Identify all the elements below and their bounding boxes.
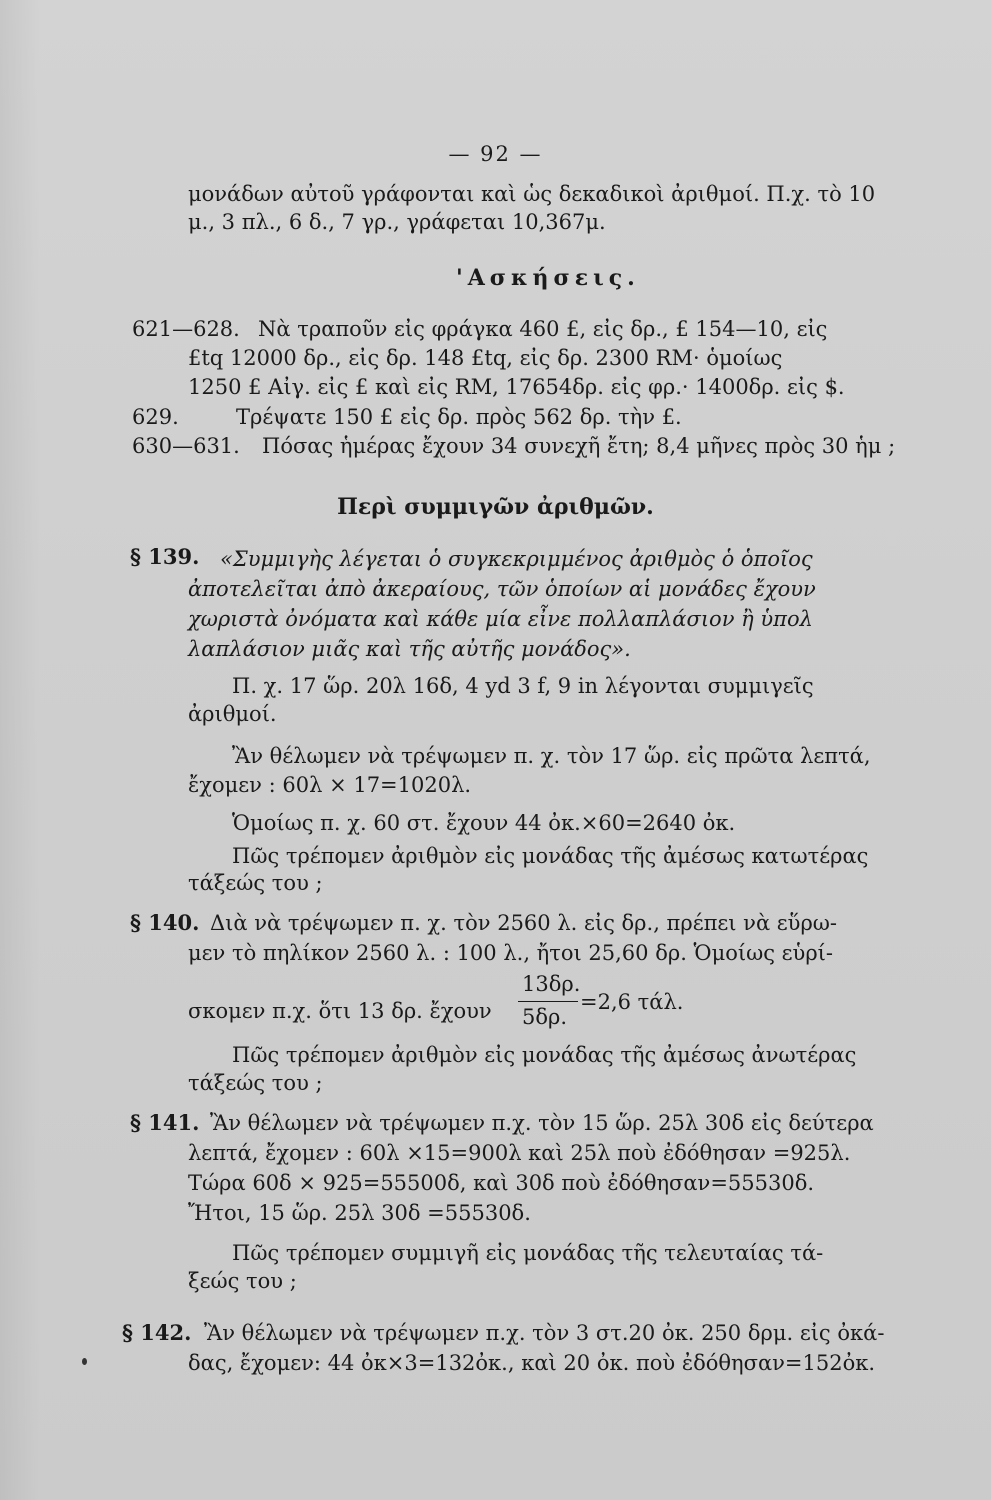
- conversion-line: Ἂν θέλωμεν νὰ τρέψωμεν π. χ. τὸν 17 ὥρ. εἰς πρῶτα λεπτά,: [232, 744, 871, 768]
- paragraph-142: [122, 1320, 191, 1346]
- example-line: ἀριθμοί.: [188, 702, 277, 726]
- similar-example-line: Ὁμοίως π. χ. 60 στ. ἔχουν 44 ὀκ.×60=2640 ὀκ.: [232, 811, 736, 835]
- fraction-numerator: 13δρ.: [522, 972, 581, 996]
- definition-line: «Συμμιγὴς λέγεται ὁ συγκεκριμμένος ἀριθμὸς ὁ ὁποῖος: [220, 547, 813, 571]
- fraction-result: =2,6 τάλ.: [580, 990, 684, 1014]
- exercise-number: 629.: [132, 405, 179, 429]
- paragraph-line: μεν τὸ πηλίκον 2560 λ. : 100 λ., ἤτοι 25,60 δρ. Ὁμοίως εὑρί-: [188, 941, 834, 965]
- section-number: § 140.: [130, 910, 200, 935]
- exercise-line: 1250 £ Αἰγ. εἰς £ καὶ εἰς RM, 17654δρ. εἰς φρ.· 1400δρ. εἰς $.: [188, 375, 845, 399]
- section-title: Περὶ συμμιγῶν ἀριθμῶν.: [337, 494, 654, 520]
- section-number: § 141.: [130, 1110, 200, 1135]
- conversion-line: ἔχομεν : 60λ × 17=1020λ.: [188, 773, 472, 797]
- paragraph-line: σκομεν π.χ. ὅτι 13 δρ. ἔχουν: [188, 999, 492, 1023]
- margin-mark: [82, 1358, 87, 1365]
- paragraph-140: [130, 910, 199, 936]
- intro-line-2: μ., 3 πλ., 6 δ., 7 γρ., γράφεται 10,367μ.: [188, 210, 606, 234]
- question-line: τάξεώς του ;: [188, 871, 323, 895]
- paragraph-line: Τώρα 60δ × 925=55500δ, καὶ 30δ ποὺ ἐδόθησαν=55530δ.: [188, 1171, 815, 1195]
- question-line: Πῶς τρέπομεν συμμιγῆ εἰς μονάδας τῆς τελευταίας τά-: [232, 1241, 824, 1265]
- definition-line: λαπλάσιον μιᾶς καὶ τῆς αὐτῆς μονάδος».: [188, 637, 631, 661]
- exercise-line: £tq 12000 δρ., εἰς δρ. 148 £tq, εἰς δρ. 2300 RM· ὁμοίως: [188, 346, 783, 370]
- page-edge-shadow: [0, 0, 40, 1500]
- paragraph-line: Ἤτοι, 15 ὥρ. 25λ 30δ =55530δ.: [188, 1201, 531, 1225]
- question-line: ξεώς του ;: [188, 1269, 297, 1293]
- paragraph-line: Ἂν θέλωμεν νὰ τρέψωμεν π.χ. τὸν 3 στ.20 ὀκ. 250 δρμ. εἰς ὀκά-: [204, 1321, 885, 1345]
- fraction-denominator: 5δρ.: [522, 1005, 568, 1029]
- exercise-number: 630—631.: [132, 434, 240, 458]
- fraction-bar: [518, 1001, 578, 1002]
- section-number: § 142.: [122, 1320, 192, 1345]
- section-number: § 139.: [130, 544, 200, 569]
- paragraph-141: [130, 1110, 199, 1136]
- exercise-line: Νὰ τραποῦν εἰς φράγκα 460 £, εἰς δρ., £ 154—10, εἰς: [258, 317, 828, 341]
- question-line: Πῶς τρέπομεν ἀριθμὸν εἰς μονάδας τῆς ἀμέσως κατωτέρας: [232, 844, 869, 868]
- exercise-line: Τρέψατε 150 £ εἰς δρ. πρὸς 562 δρ. τὴν £.: [236, 405, 682, 429]
- definition-line: χωριστὰ ὀνόματα καὶ κάθε μία εἶνε πολλαπλάσιον ἢ ὑπολ: [188, 607, 813, 631]
- paragraph-line: δας, ἔχομεν: 44 ὀκ×3=132ὀκ., καὶ 20 ὀκ. ποὺ ἐδόθησαν=152ὀκ.: [188, 1351, 876, 1375]
- question-line: Πῶς τρέπομεν ἀριθμὸν εἰς μονάδας τῆς ἀμέσως ἀνωτέρας: [232, 1043, 857, 1067]
- exercises-heading: 'Ασκήσεις.: [456, 265, 640, 291]
- definition-line: ἀποτελεῖται ἀπὸ ἀκεραίους, τῶν ὁποίων αἱ μονάδες ἔχουν: [188, 577, 816, 601]
- paragraph-line: Ἂν θέλωμεν νὰ τρέψωμεν π.χ. τὸν 15 ὥρ. 25λ 30δ εἰς δεύτερα: [210, 1111, 874, 1135]
- page-number: — 92 —: [448, 142, 543, 166]
- paragraph-139: [130, 544, 199, 570]
- exercise-line: Πόσας ἡμέρας ἔχουν 34 συνεχῆ ἔτη; 8,4 μῆνες πρὸς 30 ἡμ ;: [262, 434, 896, 458]
- paragraph-line: λεπτά, ἔχομεν : 60λ ×15=900λ καὶ 25λ ποὺ ἐδόθησαν =925λ.: [188, 1141, 851, 1165]
- intro-line-1: μονάδων αὐτοῦ γράφονται καὶ ὡς δεκαδικοὶ ἀριθμοί. Π.χ. τὸ 10: [188, 182, 876, 206]
- paragraph-line: Διὰ νὰ τρέψωμεν π. χ. τὸν 2560 λ. εἰς δρ., πρέπει νὰ εὕρω-: [210, 911, 838, 935]
- example-line: Π. χ. 17 ὥρ. 20λ 16δ, 4 yd 3 f, 9 in λέγονται συμμιγεῖς: [232, 674, 814, 698]
- exercise-number: 621—628.: [132, 317, 240, 341]
- question-line: τάξεώς του ;: [188, 1071, 323, 1095]
